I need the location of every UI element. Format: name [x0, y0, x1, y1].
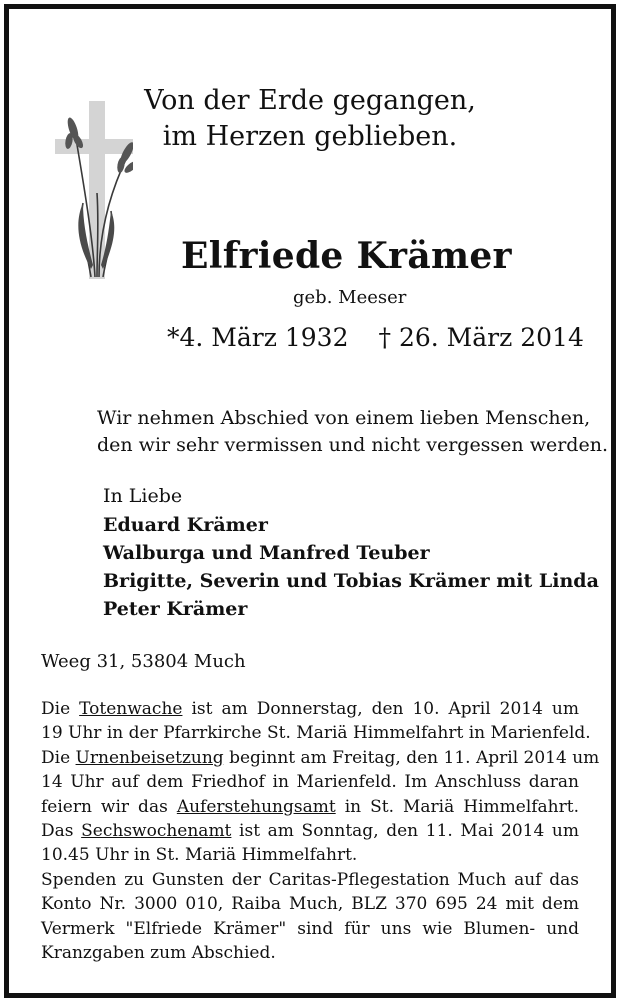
details-line: Konto Nr. 3000 010, Raiba Much, BLZ 370 695 24 mit dem [41, 894, 579, 915]
family-member: Eduard Krämer [103, 514, 268, 536]
obituary-card [4, 4, 616, 998]
details-line: Die Totenwache ist am Donnerstag, den 10. April 2014 um [41, 699, 580, 719]
family-member: Walburga und Manfred Teuber [103, 542, 430, 564]
details-line: Die Urnenbeisetzung beginnt am Freitag, den 11. April 2014 um [41, 747, 600, 768]
deceased-name: Elfriede Krämer [181, 235, 512, 277]
birth-date: *4. März 1932 [167, 323, 349, 352]
death-date: † 26. März 2014 [378, 323, 584, 352]
motto-line-1: Von der Erde gegangen, [144, 85, 476, 116]
details-line: feiern wir das Auferstehungsamt in St. Mariä Himmelfahrt. [41, 796, 579, 817]
maiden-name: geb. Meeser [293, 287, 407, 308]
underlined-term: Auferstehungsamt [176, 796, 336, 817]
farewell-line-1: Wir nehmen Abschied von einem lieben Menschen, [97, 407, 591, 429]
details-line: Vermerk "Elfriede Krämer" sind für uns wie Blumen- und [41, 918, 579, 939]
life-dates [167, 323, 584, 352]
motto-line-2: im Herzen geblieben. [162, 121, 458, 152]
details-line: 10.45 Uhr in St. Mariä Himmelfahrt. [41, 845, 358, 866]
underlined-term: Totenwache [79, 699, 183, 719]
details-line: Das Sechswochenamt ist am Sonntag, den 11. Mai 2014 um [41, 821, 579, 842]
details-line: Kranzgaben zum Abschied. [41, 943, 276, 964]
family-member: Peter Krämer [103, 598, 248, 620]
details-line: 14 Uhr auf dem Friedhof in Marienfeld. Im Anschluss daran [41, 772, 579, 793]
details-line: 19 Uhr in der Pfarrkirche St. Mariä Himmelfahrt in Marienfeld. [41, 723, 591, 744]
underlined-term: Urnenbeisetzung [75, 747, 224, 768]
underlined-term: Sechswochenamt [81, 821, 232, 842]
address: Weeg 31, 53804 Much [41, 651, 246, 672]
family-member: Brigitte, Severin und Tobias Krämer mit Linda [103, 570, 599, 592]
farewell-line-2: den wir sehr vermissen und nicht vergessen werden. [97, 434, 608, 456]
family-intro: In Liebe [103, 485, 183, 507]
details-line: Spenden zu Gunsten der Caritas-Pflegestation Much auf das [41, 869, 579, 890]
service-details [41, 697, 600, 965]
